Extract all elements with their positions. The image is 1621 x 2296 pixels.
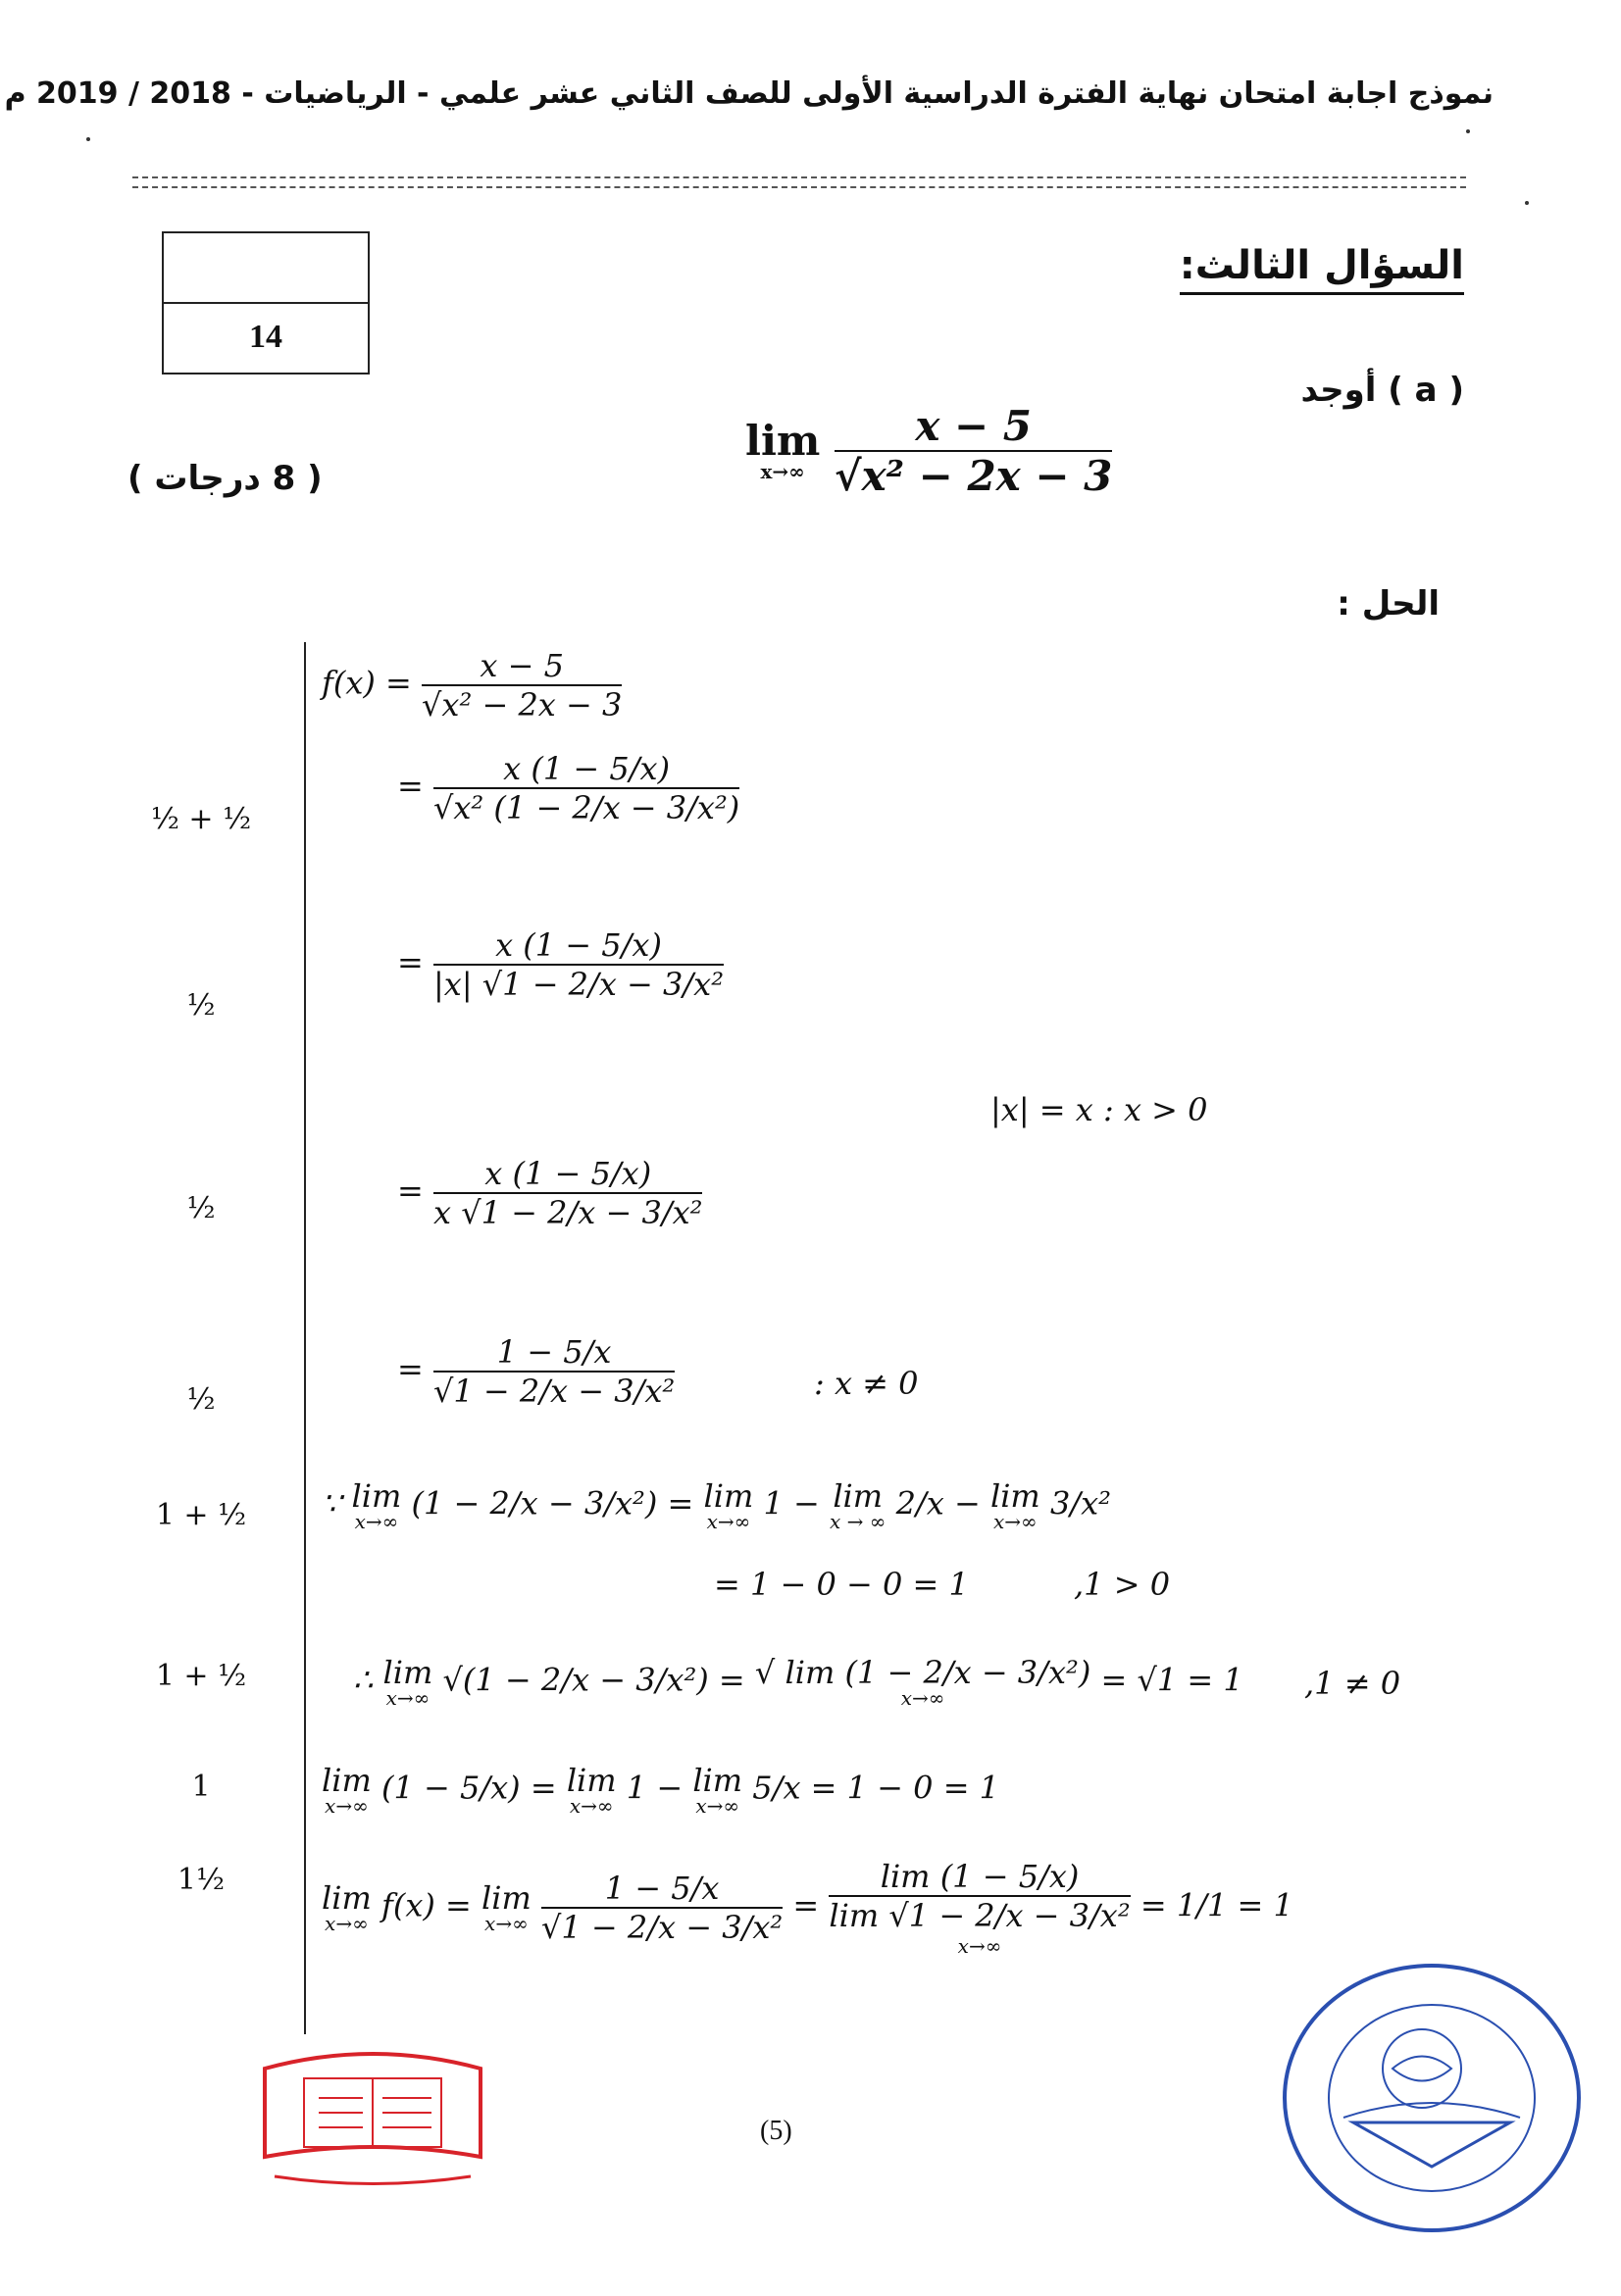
step-1-numerator: x − 5 bbox=[422, 647, 622, 686]
step-2-numerator: x (1 − 5/x) bbox=[433, 750, 739, 789]
step-6-lim-e-word: lim bbox=[833, 1477, 884, 1515]
step-3-numerator: x (1 − 5/x) bbox=[433, 926, 724, 966]
step-1-fraction bbox=[422, 647, 622, 724]
step-2-equals: = bbox=[397, 767, 424, 805]
problem-fraction bbox=[835, 402, 1112, 500]
note-nonzero-one: ,1 ≠ 0 bbox=[1304, 1665, 1401, 1702]
step-6-lim-word: lim bbox=[351, 1477, 402, 1515]
step-6-two-over-x: 2/x − bbox=[895, 1484, 981, 1522]
step-7-lim bbox=[382, 1654, 433, 1710]
question-part-label: ( a ) أوجد bbox=[1300, 371, 1464, 410]
step-8-lim3-sub: x→∞ bbox=[695, 1794, 740, 1818]
problem-expression bbox=[745, 402, 1112, 500]
step-4-denominator: x √1 − 2/x − 3/x² bbox=[432, 1194, 703, 1231]
problem-limit bbox=[745, 417, 821, 483]
step-3-equals: = bbox=[397, 943, 424, 981]
grading-committee-stamp bbox=[245, 2029, 500, 2196]
header-divider-2 bbox=[132, 186, 1466, 188]
step-8-expr: (1 − 5/x) = bbox=[380, 1769, 557, 1807]
step-9-fraction-1 bbox=[541, 1870, 783, 1946]
step-7-lim-word: lim bbox=[382, 1654, 433, 1691]
step-4-fraction bbox=[433, 1155, 702, 1231]
score-box-empty-cell bbox=[164, 233, 368, 302]
step-2-fraction bbox=[433, 750, 739, 826]
step-5-equals: = bbox=[397, 1350, 424, 1388]
step-8-lim bbox=[322, 1762, 372, 1818]
solution-step-5 bbox=[397, 1333, 675, 1410]
step-6-lim-c bbox=[703, 1477, 754, 1533]
step-9-f2-sub: x→∞ bbox=[957, 1934, 1002, 1958]
step-6-three-over-x2: 3/x² bbox=[1049, 1484, 1111, 1522]
step-6-lim-g-word: lim bbox=[989, 1477, 1040, 1515]
question-marks: ( 8 درجات ) bbox=[127, 459, 323, 498]
step-9-fx: f(x) = bbox=[380, 1886, 472, 1924]
step-7-inner-lim bbox=[754, 1654, 1091, 1710]
solution-step-6b: = 1 − 0 − 0 = 1 bbox=[714, 1566, 969, 1603]
step-8-lim3 bbox=[692, 1762, 743, 1818]
mark-step-4: ½ bbox=[186, 1191, 216, 1225]
step-7-lim-sub: x→∞ bbox=[385, 1686, 431, 1710]
step-9-lim-word: lim bbox=[322, 1879, 372, 1917]
question-title: السؤال الثالث: bbox=[1180, 243, 1464, 295]
step-6-lim-g-sub: x→∞ bbox=[993, 1510, 1038, 1533]
step-3-denominator: |x| √1 − 2/x − 3/x² bbox=[432, 966, 725, 1003]
solution-step-6 bbox=[322, 1477, 1111, 1533]
step-6-one-minus: 1 − bbox=[763, 1484, 820, 1522]
step-9-f1-numerator: 1 − 5/x bbox=[541, 1870, 783, 1909]
step-8-lim2 bbox=[566, 1762, 617, 1818]
step-9-result: = 1/1 = 1 bbox=[1140, 1886, 1293, 1924]
step-6-lim-sub: x→∞ bbox=[354, 1510, 399, 1533]
therefore-symbol: ∴ bbox=[353, 1661, 374, 1699]
step-4-numerator: x (1 − 5/x) bbox=[433, 1155, 702, 1194]
solution-step-4 bbox=[397, 1155, 702, 1231]
step-6-lim-e bbox=[830, 1477, 886, 1533]
mark-step-3: ½ bbox=[186, 988, 216, 1023]
problem-lim-word: lim bbox=[745, 417, 821, 465]
header-divider bbox=[132, 176, 1466, 178]
mark-step-2: ½ + ½ bbox=[150, 802, 252, 836]
step-5-denominator: √1 − 2/x − 3/x² bbox=[432, 1373, 676, 1410]
step-6-lim-g bbox=[989, 1477, 1040, 1533]
step-9-lim2 bbox=[481, 1879, 532, 1935]
math-supervision-seal bbox=[1275, 1951, 1589, 2245]
page-number: (5) bbox=[760, 2116, 792, 2146]
step-8-one-minus: 1 − bbox=[626, 1769, 684, 1807]
step-8-lim-sub: x→∞ bbox=[325, 1794, 369, 1818]
scan-speck bbox=[1466, 129, 1470, 133]
step-2-denominator: √x² (1 − 2/x − 3/x²) bbox=[432, 789, 740, 826]
step-9-f2-denominator: lim √1 − 2/x − 3/x² bbox=[829, 1897, 1131, 1934]
step-6-lim-c-sub: x→∞ bbox=[706, 1510, 751, 1533]
step-8-lim2-word: lim bbox=[566, 1762, 617, 1799]
step-9-lim2-sub: x→∞ bbox=[484, 1912, 529, 1935]
note-absolute-value: |x| = x : x > 0 bbox=[990, 1091, 1208, 1128]
solution-step-2 bbox=[397, 750, 739, 826]
step-1-denominator: √x² − 2x − 3 bbox=[422, 686, 623, 724]
step-7-result: = √1 = 1 bbox=[1100, 1661, 1243, 1699]
step-6-lim-c-word: lim bbox=[703, 1477, 754, 1515]
because-symbol: ∵ bbox=[322, 1484, 342, 1522]
note-x-nonzero: : x ≠ 0 bbox=[814, 1365, 919, 1402]
solution-step-9 bbox=[322, 1858, 1293, 1958]
step-5-numerator: 1 − 5/x bbox=[433, 1333, 675, 1373]
problem-lim-sub: x→∞ bbox=[760, 460, 805, 483]
score-box bbox=[162, 231, 370, 374]
mark-step-8: 1 bbox=[191, 1770, 211, 1804]
step-3-fraction bbox=[433, 926, 724, 1003]
solution-step-1 bbox=[322, 647, 622, 724]
problem-denominator: √x² − 2x − 3 bbox=[834, 452, 1113, 500]
step-1-lhs: f(x) = bbox=[322, 664, 412, 702]
step-8-lim-word: lim bbox=[322, 1762, 372, 1799]
step-4-equals: = bbox=[397, 1172, 424, 1210]
step-8-result: 5/x = 1 − 0 = 1 bbox=[752, 1769, 1000, 1807]
solution-margin-line bbox=[304, 642, 306, 2034]
step-8-lim3-word: lim bbox=[692, 1762, 743, 1799]
step-7-sqrt-expr: √(1 − 2/x − 3/x²) = bbox=[442, 1661, 745, 1699]
step-8-lim2-sub: x→∞ bbox=[569, 1794, 614, 1818]
scan-speck bbox=[1525, 201, 1529, 205]
step-6-expr: (1 − 2/x − 3/x²) = bbox=[411, 1484, 694, 1522]
step-7-inner-lim-sub: x→∞ bbox=[900, 1686, 945, 1710]
step-9-lim2-word: lim bbox=[481, 1879, 532, 1917]
step-5-fraction bbox=[433, 1333, 675, 1410]
solution-label: الحل : bbox=[1337, 584, 1440, 624]
solution-step-7 bbox=[353, 1654, 1243, 1710]
step-6-lim-e-sub: x → ∞ bbox=[830, 1510, 886, 1533]
page-header-title: نموذج اجابة امتحان نهاية الفترة الدراسية الأولى للصف الثاني عشر علمي - الرياضيات - 2018 / 2019 م bbox=[4, 76, 1494, 111]
score-box-value: 14 bbox=[164, 302, 368, 371]
problem-numerator: x − 5 bbox=[835, 402, 1112, 452]
step-6-lim bbox=[351, 1477, 402, 1533]
step-9-lim-sub: x→∞ bbox=[325, 1912, 369, 1935]
step-9-f1-denominator: √1 − 2/x − 3/x² bbox=[540, 1909, 784, 1946]
mark-step-6: 1 + ½ bbox=[155, 1498, 247, 1532]
step-7-inner-lim-expr: √ lim (1 − 2/x − 3/x²) bbox=[754, 1654, 1091, 1691]
step-9-fraction-2 bbox=[829, 1858, 1130, 1958]
mark-step-7: 1 + ½ bbox=[155, 1659, 247, 1693]
scan-speck bbox=[86, 137, 90, 141]
note-positive: ,1 > 0 bbox=[1074, 1566, 1171, 1603]
solution-step-3 bbox=[397, 926, 724, 1003]
step-9-lim bbox=[322, 1879, 372, 1935]
mark-step-5: ½ bbox=[186, 1382, 216, 1417]
step-9-equals: = bbox=[792, 1886, 820, 1924]
solution-step-8 bbox=[322, 1762, 1000, 1818]
step-9-f2-numerator: lim (1 − 5/x) bbox=[829, 1858, 1130, 1897]
mark-step-9: 1½ bbox=[177, 1863, 226, 1897]
